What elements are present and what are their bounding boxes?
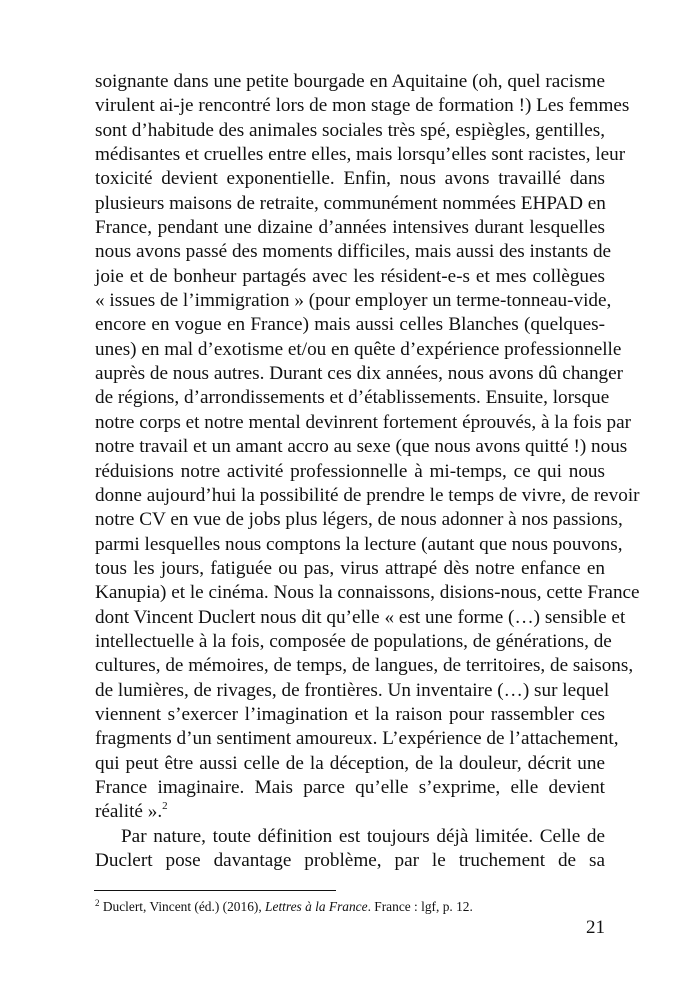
text-line: sont d’habitude des animales sociales très spé, espiègles, gentilles, — [95, 119, 605, 141]
text-line: encore en vogue en France) mais aussi celles Blanches (quelques- — [95, 314, 605, 336]
text-line: de lumières, de rivages, de frontières. Un inventaire (…) sur lequel — [95, 679, 610, 701]
text-line: toxicité devient exponentielle. Enfin, nous avons travaillé dans — [95, 168, 605, 190]
text-line: France, pendant une dizaine d’années intensives durant lesquelles — [95, 217, 605, 239]
footnote-divider — [94, 890, 336, 891]
text-line: notre corps et notre mental devinrent fortement éprouvés, à la fois par — [95, 411, 631, 433]
text-line: parmi lesquelles nous comptons la lecture (autant que nous pouvons, — [95, 533, 623, 555]
footnote-title: Lettres à la France — [265, 899, 368, 914]
text-line: plusieurs maisons de retraite, communément nommées EHPAD en — [95, 192, 606, 214]
text-line: joie et de bonheur partagés avec les résident-e-s et mes collègues — [95, 265, 605, 287]
text-line: donne aujourd’hui la possibilité de prendre le temps de vivre, de revoir — [95, 484, 640, 506]
body-text — [95, 70, 640, 873]
text-line: fragments d’un sentiment amoureux. L’expérience de l’attachement, — [95, 728, 619, 750]
page-number: 21 — [586, 917, 605, 938]
text-line: intellectuelle à la fois, composée de populations, de générations, de — [95, 630, 612, 652]
text-line: réduisions notre activité professionnelle à mi-temps, ce qui nous — [95, 460, 605, 482]
footnote — [95, 898, 605, 915]
text-line: tous les jours, fatiguée ou pas, virus attrapé dès notre enfance en — [95, 557, 605, 579]
text-line: notre travail et un amant accro au sexe (que nous avons quitté !) nous — [95, 436, 628, 458]
text-line: Duclert pose davantage problème, par le truchement de sa — [95, 850, 605, 871]
text-line: qui peut être aussi celle de la déception, de la douleur, décrit une — [95, 752, 605, 774]
text-line: France imaginaire. Mais parce qu’elle s’exprime, elle devient — [95, 776, 605, 798]
footnote-author: Duclert, Vincent (éd.) (2016), — [102, 899, 266, 914]
footnote-publisher: . France : lgf, p. 12. — [367, 899, 473, 914]
footnote-number: 2 — [95, 898, 100, 908]
text-line: médisantes et cruelles entre elles, mais lorsqu’elles sont racistes, leur — [95, 144, 626, 166]
text-line: auprès de nous autres. Durant ces dix années, nous avons dû changer — [95, 363, 624, 385]
quote-end-text: réalité ». — [95, 801, 163, 823]
text-line: unes) en mal d’exotisme et/ou en quête d’expérience professionnelle — [95, 338, 622, 360]
text-line: cultures, de mémoires, de temps, de langues, de territoires, de saisons, — [95, 655, 634, 677]
text-line: nous avons passé des moments difficiles, mais aussi des instants de — [95, 241, 612, 263]
text-line: Kanupia) et le cinéma. Nous la connaissons, disions-nous, cette France — [95, 582, 640, 604]
text-line: virulent ai-je rencontré lors de mon stage de formation !) Les femmes — [95, 95, 630, 117]
text-line: viennent s’exercer l’imagination et la raison pour rassembler ces — [95, 703, 605, 725]
footnote-reference[interactable]: 2 — [162, 800, 168, 813]
text-line: soignante dans une petite bourgade en Aquitaine (oh, quel racisme — [95, 71, 605, 92]
text-line: dont Vincent Duclert nous dit qu’elle « est une forme (…) sensible et — [95, 606, 626, 628]
text-line: « issues de l’immigration » (pour employer un terme-tonneau-vide, — [95, 290, 612, 312]
text-line-last — [95, 800, 605, 824]
text-line-indent: Par nature, toute définition est toujours déjà limitée. Celle de — [121, 825, 605, 847]
text-line: de régions, d’arrondissements et d’établissements. Ensuite, lorsque — [95, 387, 610, 409]
text-line: notre CV en vue de jobs plus légers, de nous adonner à nos passions, — [95, 509, 623, 531]
